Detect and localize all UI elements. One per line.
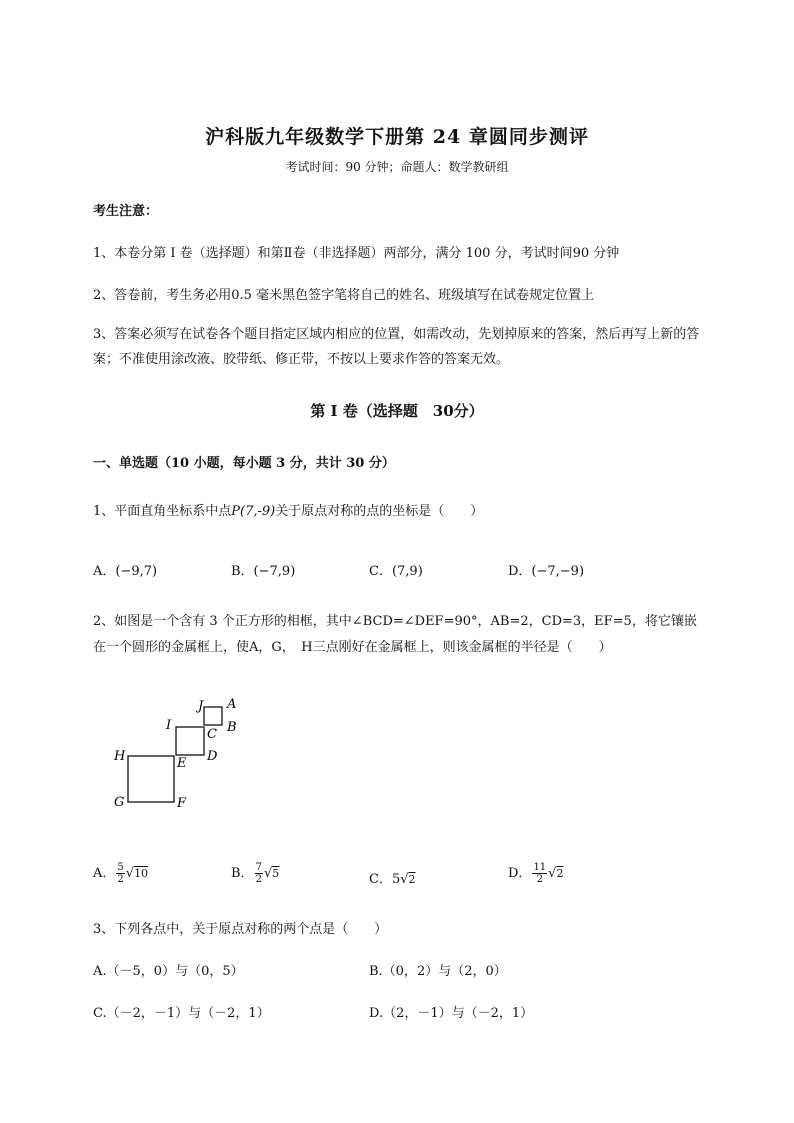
q2-option-b-radicand: 5: [272, 867, 280, 880]
large-square: [128, 756, 174, 802]
q2-option-b: [231, 862, 279, 885]
sqrt-icon: √: [548, 866, 557, 881]
q2-option-c: [369, 868, 416, 887]
notice-item-3: 3、答案必须写在试卷各个题目指定区域内相应的位置，如需改动，先划掉原来的答案，然后再写上新的答案；不准使用涂改液、胶带纸、修正带，不按以上要求作答的答案无效。: [93, 327, 700, 367]
section-title: 第 I 卷（选择题 30分）: [310, 402, 484, 420]
q3-option-a: A.（－5，0）与（0，5）: [93, 964, 244, 979]
label-c: C: [207, 727, 217, 742]
notice-item-2: 2、答卷前，考生务必用0.5 毫米黑色签字笔将自己的姓名、班级填写在试卷规定位置上: [93, 288, 595, 303]
q1-option-b: B．(−7,9): [231, 564, 296, 579]
label-d: D: [207, 749, 218, 764]
q2-option-c-label: C．: [369, 872, 392, 887]
small-square: [204, 707, 222, 725]
question-1-stem: [93, 500, 483, 519]
q3-option-d: D.（2，－1）与（－2，1）: [369, 1006, 534, 1021]
label-i: I: [166, 718, 172, 733]
q3-option-c: C.（－2，－1）与（－2，1）: [93, 1006, 270, 1021]
exam-info: 考试时间：90 分钟；命题人：数学教研组: [285, 160, 509, 174]
q2-option-a-radicand: 10: [134, 867, 149, 880]
q2-option-d-fraction: $\frac{11}{2}$: [533, 862, 547, 885]
q1-option-a: A．(−9,7): [93, 564, 158, 579]
q3-option-b: B.（0，2）与（2，0）: [369, 964, 507, 979]
sqrt-icon: √: [263, 866, 273, 881]
q1-option-d: D．(−7,−9): [508, 564, 585, 579]
notice-item-1: 1、本卷分第 I 卷（选择题）和第Ⅱ卷（非选择题）两部分，满分 100 分，考试时间90 分钟: [93, 246, 620, 261]
label-j: J: [198, 699, 204, 714]
squares-figure: [100, 690, 250, 815]
q2-option-c-radicand: 2: [408, 873, 416, 886]
label-e: E: [177, 756, 187, 771]
q2-option-a: [93, 862, 148, 885]
question-2-stem-line1: 2、如图是一个含有 3 个正方形的相框，其中∠BCD=∠DEF=90°，AB=2，CD=3，EF=5，将它镶嵌: [93, 614, 697, 629]
q2-option-d-label: D．: [508, 866, 532, 881]
q1-stem-suffix: 关于原点对称的点的坐标是（ ）: [275, 504, 484, 519]
medium-square: [176, 727, 204, 755]
q1-point: P(7,-9): [231, 504, 276, 519]
q2-option-d: [508, 862, 563, 885]
label-h: H: [114, 749, 126, 764]
part-title: 一、单选题（10 小题，每小题 3 分，共计 30 分）: [93, 456, 395, 471]
question-3-stem: 3、下列各点中，关于原点对称的两个点是（ ）: [93, 922, 388, 937]
q2-option-b-fraction: $\frac{7}{2}$: [255, 862, 262, 885]
q2-option-d-radicand: 2: [556, 867, 564, 880]
label-f: F: [177, 796, 187, 811]
label-a: A: [227, 697, 237, 712]
q1-stem-prefix: 1、平面直角坐标系中点: [93, 504, 232, 519]
q2-option-b-label: B．: [231, 866, 254, 881]
page-title: 沪科版九年级数学下册第 24 章圆同步测评: [205, 126, 589, 148]
q1-option-c: C．(7,9): [369, 564, 423, 579]
q2-option-c-coef: 5: [391, 872, 401, 887]
q2-option-a-fraction: $\frac{5}{2}$: [117, 862, 124, 885]
question-2-stem-line2: 在一个圆形的金属框上，使A，G， H三点刚好在金属框上，则该金属框的半径是（ ）: [93, 640, 612, 655]
sqrt-icon: √: [400, 872, 409, 887]
label-g: G: [114, 795, 125, 810]
label-b: B: [227, 720, 237, 735]
q2-option-a-label: A．: [93, 866, 116, 881]
sqrt-icon: √: [125, 866, 135, 881]
notice-heading: 考生注意：: [93, 204, 159, 219]
